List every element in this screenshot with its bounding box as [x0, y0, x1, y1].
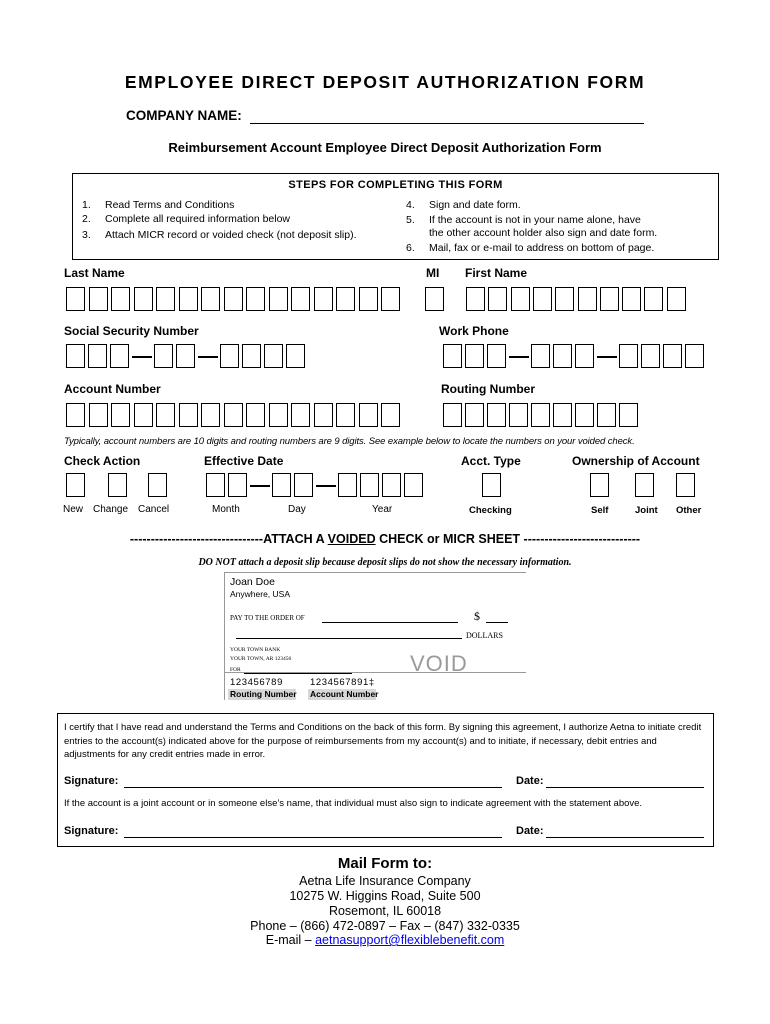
- date-label: Date:: [516, 775, 544, 787]
- work-phone-box[interactable]: [443, 344, 462, 368]
- first-name-box[interactable]: [555, 287, 574, 311]
- second-signature-label: Signature:: [64, 825, 119, 837]
- last-name-box[interactable]: [179, 287, 198, 311]
- effective-date-box[interactable]: [294, 473, 313, 497]
- work-phone-box[interactable]: [619, 344, 638, 368]
- account-number-box[interactable]: [179, 403, 198, 427]
- option-self: Self: [591, 505, 609, 516]
- account-number-box[interactable]: [291, 403, 310, 427]
- last-name-box[interactable]: [246, 287, 265, 311]
- separator-dash: [509, 356, 529, 358]
- account-number-box[interactable]: [89, 403, 108, 427]
- first-name-box[interactable]: [578, 287, 597, 311]
- routing-number-box[interactable]: [465, 403, 484, 427]
- ownership-box[interactable]: [590, 473, 609, 497]
- check-bank-name: YOUR TOWN BANK: [230, 647, 281, 653]
- check-for: FOR: [230, 667, 241, 673]
- last-name-box[interactable]: [224, 287, 243, 311]
- effective-date-box[interactable]: [382, 473, 401, 497]
- second-date-field[interactable]: [546, 837, 704, 838]
- option-change: Change: [93, 504, 129, 515]
- routing-number-box[interactable]: [619, 403, 638, 427]
- signature-label: Signature:: [64, 775, 119, 787]
- check-action-box[interactable]: [66, 473, 85, 497]
- first-name-box[interactable]: [511, 287, 530, 311]
- routing-number-box[interactable]: [575, 403, 594, 427]
- effective-date-label: Effective Date: [204, 454, 284, 468]
- option-cancel: Cancel: [138, 504, 170, 515]
- signature-field[interactable]: [124, 787, 502, 788]
- last-name-box[interactable]: [381, 287, 400, 311]
- routing-number-box[interactable]: [509, 403, 528, 427]
- ssn-box[interactable]: [264, 344, 283, 368]
- check-name: Joan Doe: [230, 576, 275, 588]
- account-number-box[interactable]: [246, 403, 265, 427]
- last-name-box[interactable]: [156, 287, 175, 311]
- ssn-box[interactable]: [286, 344, 305, 368]
- last-name-label: Last Name: [64, 266, 125, 280]
- last-name-box[interactable]: [134, 287, 153, 311]
- second-signature-field[interactable]: [124, 837, 502, 838]
- mail-email-line: E-mail – aetnasupport@flexiblebenefit.com: [265, 933, 505, 947]
- ownership-box[interactable]: [635, 473, 654, 497]
- separator-dash: [250, 485, 270, 487]
- effective-date-box[interactable]: [206, 473, 225, 497]
- account-number-box[interactable]: [134, 403, 153, 427]
- ssn-box[interactable]: [154, 344, 173, 368]
- account-number-box[interactable]: [156, 403, 175, 427]
- first-name-box[interactable]: [622, 287, 641, 311]
- routing-number-box[interactable]: [597, 403, 616, 427]
- effective-date-box[interactable]: [360, 473, 379, 497]
- effective-date-box[interactable]: [272, 473, 291, 497]
- last-name-box[interactable]: [359, 287, 378, 311]
- first-name-box[interactable]: [466, 287, 485, 311]
- option-joint: Joint: [635, 505, 658, 516]
- routing-number-box[interactable]: [443, 403, 462, 427]
- check-action-box[interactable]: [108, 473, 127, 497]
- separator-dash: [132, 356, 152, 358]
- work-phone-box[interactable]: [663, 344, 682, 368]
- work-phone-box[interactable]: [531, 344, 550, 368]
- work-phone-box[interactable]: [487, 344, 506, 368]
- routing-number-box[interactable]: [487, 403, 506, 427]
- ssn-box[interactable]: [242, 344, 261, 368]
- date-field[interactable]: [546, 787, 704, 788]
- account-number-box[interactable]: [224, 403, 243, 427]
- account-number-box[interactable]: [359, 403, 378, 427]
- mi-box[interactable]: [425, 287, 444, 311]
- certification-text: I certify that I have read and understand the Terms and Conditions on the back of this form. By signing this agreement, I authorize Aetna to initiate credit entries to the account(s) indicated above for the purpose of reimbursements from my account(s) and to initiate, if necessary, debit entries and adjustments for any credit entries made in error.: [64, 722, 702, 760]
- form-subtitle: Reimbursement Account Employee Direct Deposit Authorization Form: [168, 140, 602, 155]
- acct-type-box[interactable]: [482, 473, 501, 497]
- company-name-field[interactable]: [250, 123, 644, 124]
- account-number-label: Account Number: [64, 382, 161, 396]
- separator-dash: [597, 356, 617, 358]
- check-address: Anywhere, USA: [230, 589, 290, 599]
- last-name-box[interactable]: [269, 287, 288, 311]
- check-payee-line: [322, 622, 458, 623]
- company-name-label: COMPANY NAME:: [126, 108, 242, 123]
- ssn-label: Social Security Number: [64, 324, 199, 338]
- attach-check-heading: --------------------------------ATTACH A VOIDED CHECK or MICR SHEET ----------------------------: [129, 532, 641, 546]
- ssn-box[interactable]: [110, 344, 129, 368]
- date-year-label: Year: [372, 504, 393, 515]
- last-name-box[interactable]: [66, 287, 85, 311]
- work-phone-label: Work Phone: [439, 324, 509, 338]
- steps-title: STEPS FOR COMPLETING THIS FORM: [288, 179, 503, 191]
- work-phone-box[interactable]: [641, 344, 660, 368]
- account-number-box[interactable]: [381, 403, 400, 427]
- ssn-box[interactable]: [88, 344, 107, 368]
- work-phone-box[interactable]: [685, 344, 704, 368]
- check-account-digits: 1234567891‡: [310, 677, 375, 688]
- separator-dash: [316, 485, 336, 487]
- ssn-box[interactable]: [66, 344, 85, 368]
- void-stamp: VOID: [410, 651, 468, 676]
- check-amount-line: [486, 622, 508, 623]
- effective-date-box[interactable]: [228, 473, 247, 497]
- routing-number-box[interactable]: [531, 403, 550, 427]
- last-name-box[interactable]: [336, 287, 355, 311]
- date-day-label: Day: [288, 504, 306, 515]
- work-phone-box[interactable]: [553, 344, 572, 368]
- account-number-box[interactable]: [314, 403, 333, 427]
- last-name-box[interactable]: [314, 287, 333, 311]
- ownership-box[interactable]: [676, 473, 695, 497]
- check-routing-label: Routing Number: [230, 689, 297, 699]
- first-name-box[interactable]: [488, 287, 507, 311]
- ssn-box[interactable]: [176, 344, 195, 368]
- routing-number-box[interactable]: [553, 403, 572, 427]
- check-dollars: DOLLARS: [466, 631, 503, 640]
- date-month-label: Month: [212, 504, 240, 515]
- second-date-label: Date:: [516, 825, 544, 837]
- option-other: Other: [676, 505, 702, 516]
- mail-city: Rosemont, IL 60018: [328, 904, 442, 918]
- separator-dash: [198, 356, 218, 358]
- last-name-box[interactable]: [111, 287, 130, 311]
- option-checking: Checking: [469, 505, 512, 516]
- mail-company: Aetna Life Insurance Company: [299, 874, 471, 888]
- effective-date-box[interactable]: [338, 473, 357, 497]
- digits-note: Typically, account numbers are 10 digits and routing numbers are 9 digits. See example below to locate the numbers on your voided check.: [64, 436, 635, 447]
- work-phone-box[interactable]: [575, 344, 594, 368]
- last-name-box[interactable]: [89, 287, 108, 311]
- account-number-box[interactable]: [269, 403, 288, 427]
- joint-account-text: If the account is a joint account or in someone else’s name, that individual must also sign to indicate agreement with the statement above.: [64, 798, 643, 809]
- acct-type-label: Acct. Type: [461, 454, 521, 468]
- check-action-label: Check Action: [64, 454, 141, 468]
- effective-date-box[interactable]: [404, 473, 423, 497]
- ssn-box[interactable]: [220, 344, 239, 368]
- option-new: New: [63, 504, 84, 515]
- check-dollar-sign: $: [474, 609, 480, 623]
- check-words-line: [236, 638, 462, 639]
- check-routing-digits: 123456789: [230, 677, 283, 688]
- email-link[interactable]: aetnasupport@flexiblebenefit.com: [315, 933, 505, 947]
- mail-phone: Phone – (866) 472-0897 – Fax – (847) 332-0335: [250, 919, 520, 933]
- account-number-box[interactable]: [111, 403, 130, 427]
- ownership-label: Ownership of Account: [572, 454, 700, 468]
- check-pay-to: PAY TO THE ORDER OF: [230, 614, 305, 622]
- mi-label: MI: [426, 266, 440, 280]
- check-account-label: Account Number: [310, 689, 379, 699]
- mail-heading: Mail Form to:: [337, 855, 433, 872]
- check-bank-address: YOUR TOWN, AR 123456: [230, 656, 292, 662]
- check-memo-line: [244, 673, 352, 674]
- first-name-box[interactable]: [667, 287, 686, 311]
- deposit-slip-warning: DO NOT attach a deposit slip because deposit slips do not show the necessary information.: [198, 557, 572, 568]
- account-number-box[interactable]: [336, 403, 355, 427]
- account-number-box[interactable]: [66, 403, 85, 427]
- form-title: EMPLOYEE DIRECT DEPOSIT AUTHORIZATION FORM: [124, 72, 646, 92]
- first-name-box[interactable]: [533, 287, 552, 311]
- last-name-box[interactable]: [291, 287, 310, 311]
- routing-number-label: Routing Number: [441, 382, 535, 396]
- last-name-box[interactable]: [201, 287, 220, 311]
- first-name-box[interactable]: [600, 287, 619, 311]
- account-number-box[interactable]: [201, 403, 220, 427]
- mail-street: 10275 W. Higgins Road, Suite 500: [289, 889, 481, 903]
- first-name-box[interactable]: [644, 287, 663, 311]
- first-name-label: First Name: [465, 266, 528, 280]
- work-phone-box[interactable]: [465, 344, 484, 368]
- check-action-box[interactable]: [148, 473, 167, 497]
